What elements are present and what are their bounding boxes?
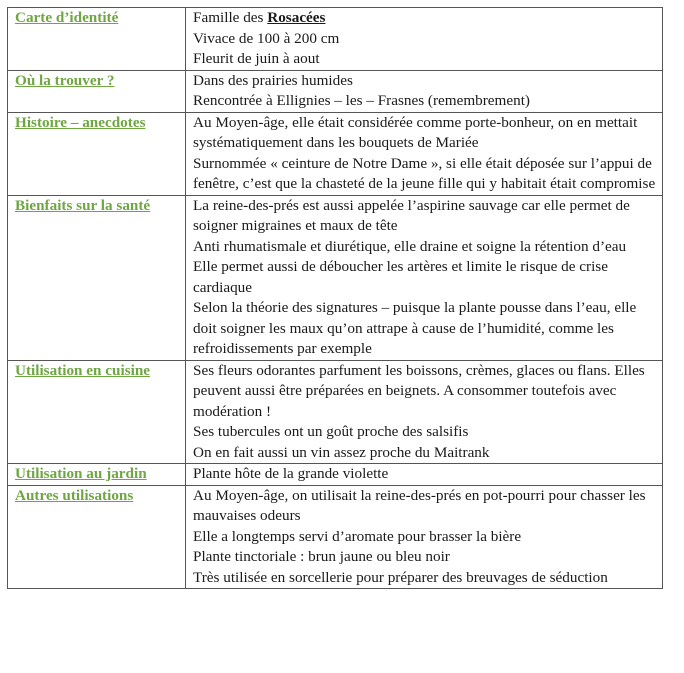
content-line: Au Moyen-âge, on utilisait la reine-des-prés en pot-pourri pour chasser les mauvaises odeurs [193,486,646,524]
content-line: Elle permet aussi de déboucher les artères et limite le risque de crise cardiaque [193,258,608,296]
content-line: Dans des prairies humides [193,71,353,89]
row-content [186,8,663,71]
content-line: Ses fleurs odorantes parfument les boissons, crèmes, glaces ou flans. Elles peuvent aussi être préparées en beignets. A consommer toutefois avec modération ! [193,361,645,420]
row-label-histoire-anecdotes: Histoire – anecdotes [8,112,186,195]
row-content [186,464,663,486]
row-content [186,360,663,464]
content-line: Plante hôte de la grande violette [193,465,389,482]
content-line [193,8,662,29]
content-line: Fleurit de juin à aout [193,50,320,67]
content-line: Rencontrée à Ellignies – les – Frasnes (remembrement) [193,92,530,109]
content-line: Selon la théorie des signatures – puisque la plante pousse dans l’eau, elle doit soigner les maux qu’on attrape à cause de l’humidité, comme les refroidissements par exemple [193,299,637,357]
table-row [8,360,663,464]
row-content [186,70,663,112]
content-line: Au Moyen-âge, elle était considérée comme porte-bonheur, on en mettait systématiquement dans les bouquets de Mariée [193,113,638,151]
row-label-carte-d-identite: Carte d’identité [8,8,186,71]
table-row [8,464,663,486]
content-line: Plante tinctoriale : brun jaune ou bleu noir [193,548,450,565]
table-row [8,112,663,195]
row-content [186,195,663,360]
plant-info-table [7,7,663,589]
line-prefix: Famille des [193,9,268,26]
row-label-utilisation-en-cuisine: Utilisation en cuisine [8,360,186,464]
table-row [8,70,663,112]
family-name: Rosacées [267,9,326,26]
row-label-utilisation-au-jardin: Utilisation au jardin [8,464,186,486]
content-line: Surnommée « ceinture de Notre Dame », si elle était déposée sur l’appui de fenêtre, c’est que la chasteté de la jeune fille qui y habitait était compromise [193,154,656,192]
table-row [8,485,663,589]
row-label-bienfaits-sur-la-sante: Bienfaits sur la santé [8,195,186,360]
content-line: Ses tubercules ont un goût proche des salsifis [193,423,469,440]
row-content [186,112,663,195]
plant-info-sheet [7,7,663,589]
content-line: Anti rhumatismale et diurétique, elle draine et soigne la rétention d’eau [193,237,627,255]
content-line: La reine-des-prés est aussi appelée l’aspirine sauvage car elle permet de soigner migraines et maux de tête [193,196,630,234]
row-label-autres-utilisations: Autres utilisations [8,485,186,589]
content-line: Vivace de 100 à 200 cm [193,29,340,47]
table-row [8,8,663,71]
table-row [8,195,663,360]
row-content [186,485,663,589]
content-line: Très utilisée en sorcellerie pour préparer des breuvages de séduction [193,568,608,586]
row-label-ou-la-trouver: Où la trouver ? [8,70,186,112]
content-line: On en fait aussi un vin assez proche du Maitrank [193,443,490,461]
content-line: Elle a longtemps servi d’aromate pour brasser la bière [193,527,522,545]
